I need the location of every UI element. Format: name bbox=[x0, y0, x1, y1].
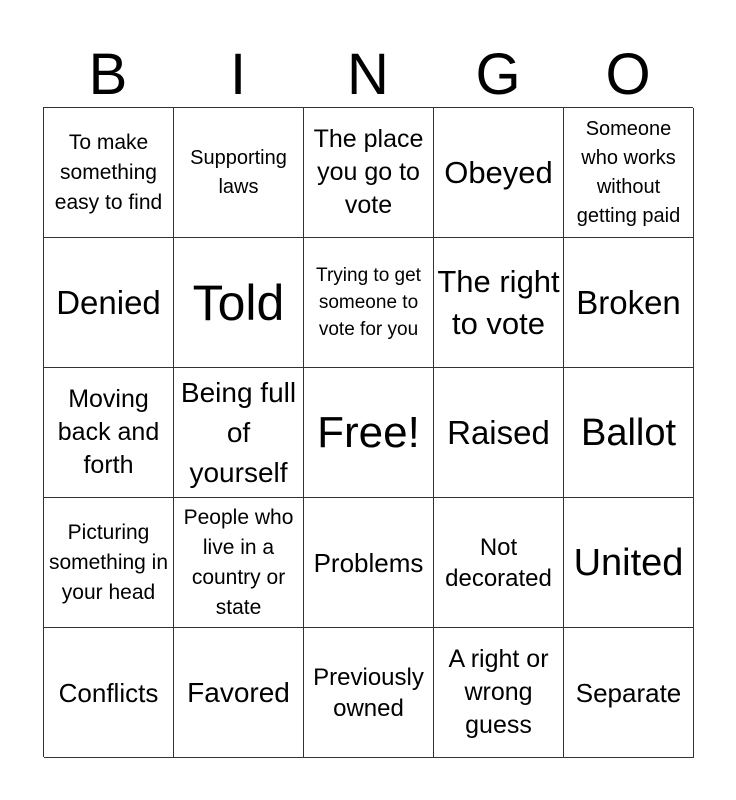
cell-text: The right to vote bbox=[437, 263, 560, 341]
header-letter-o: O bbox=[605, 42, 651, 107]
bingo-cell[interactable] bbox=[174, 238, 304, 368]
cell-text: Someone who works without getting paid bbox=[576, 117, 681, 227]
cell-text: Trying to get someone to vote for you bbox=[316, 265, 421, 340]
cell-text: Favored bbox=[187, 676, 290, 708]
header-letter-i: I bbox=[229, 42, 247, 107]
header-letter-b: B bbox=[88, 42, 128, 107]
cell-text: Moving back and forth bbox=[57, 385, 160, 479]
bingo-card-grid bbox=[43, 107, 693, 757]
bingo-cell[interactable] bbox=[44, 368, 174, 498]
bingo-cell[interactable] bbox=[564, 368, 694, 498]
bingo-header bbox=[43, 44, 693, 106]
bingo-cell[interactable] bbox=[174, 498, 304, 628]
cell-text: Broken bbox=[576, 283, 681, 321]
bingo-cell[interactable] bbox=[44, 628, 174, 758]
cell-text: People who live in a country or state bbox=[183, 505, 294, 619]
cell-text: Previously owned bbox=[313, 663, 424, 722]
bingo-cell[interactable] bbox=[304, 628, 434, 758]
cell-text: A right or wrong guess bbox=[448, 645, 549, 739]
cell-text: Denied bbox=[56, 283, 161, 321]
bingo-cell[interactable] bbox=[174, 628, 304, 758]
cell-text: To make something easy to find bbox=[54, 130, 163, 214]
cell-text: Supporting laws bbox=[190, 146, 287, 198]
cell-text: Conflicts bbox=[58, 677, 159, 708]
cell-text: Being full of yourself bbox=[180, 376, 297, 488]
bingo-cell[interactable] bbox=[174, 368, 304, 498]
bingo-cell free-space[interactable] bbox=[304, 368, 434, 498]
cell-text: Told bbox=[192, 274, 285, 331]
bingo-cell[interactable] bbox=[304, 498, 434, 628]
cell-text: Raised bbox=[447, 413, 550, 451]
bingo-cell[interactable] bbox=[434, 108, 564, 238]
bingo-cell[interactable] bbox=[564, 498, 694, 628]
bingo-cell[interactable] bbox=[174, 108, 304, 238]
cell-text: Obeyed bbox=[444, 154, 553, 190]
cell-text: Problems bbox=[313, 547, 424, 578]
header-letter-n: N bbox=[347, 42, 389, 107]
cell-text: Separate bbox=[575, 677, 682, 708]
bingo-cell[interactable] bbox=[434, 238, 564, 368]
bingo-cell[interactable] bbox=[304, 238, 434, 368]
cell-text: Picturing something in your head bbox=[48, 520, 169, 604]
cell-text: The place you go to vote bbox=[313, 125, 424, 219]
bingo-cell[interactable] bbox=[564, 628, 694, 758]
bingo-cell[interactable] bbox=[44, 498, 174, 628]
bingo-cell[interactable] bbox=[564, 238, 694, 368]
header-letter-g: G bbox=[475, 42, 521, 107]
bingo-cell[interactable] bbox=[304, 108, 434, 238]
cell-text: United bbox=[573, 541, 684, 584]
cell-text: Free! bbox=[317, 407, 420, 457]
bingo-cell[interactable] bbox=[434, 628, 564, 758]
cell-text: Not decorated bbox=[445, 533, 552, 592]
cell-text: Ballot bbox=[580, 411, 677, 454]
bingo-cell[interactable] bbox=[434, 368, 564, 498]
bingo-cell[interactable] bbox=[44, 238, 174, 368]
bingo-cell[interactable] bbox=[44, 108, 174, 238]
bingo-cell[interactable] bbox=[564, 108, 694, 238]
bingo-cell[interactable] bbox=[434, 498, 564, 628]
